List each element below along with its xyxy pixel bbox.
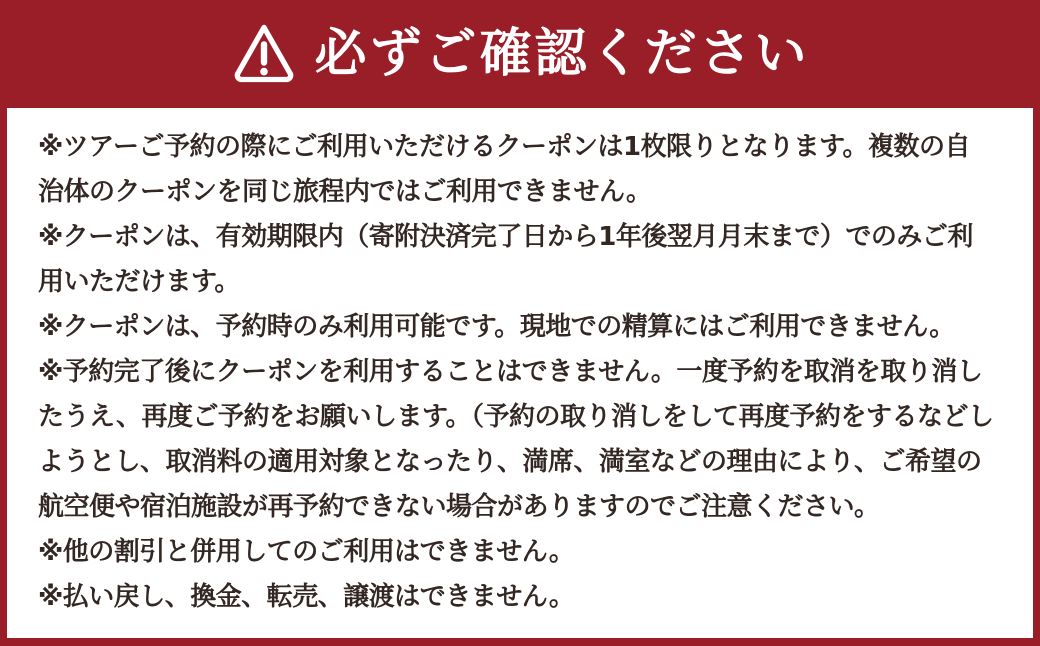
notice-line: ※払い戻し、換金、転売、譲渡はできません。 [38, 582, 575, 612]
notice-line: ※他の割引と併用してのご利用はできません。 [38, 537, 575, 567]
notice-line: ようとし、取消料の適用対象となったり、満席、満室などの理由により、ご希望の [38, 447, 982, 477]
warning-triangle-icon [230, 20, 298, 88]
notice-line: 用いただけます。 [38, 267, 240, 297]
notice-line: 治体のクーポンを同じ旅程内ではご利用できません。 [38, 177, 652, 207]
notice-body [7, 108, 1033, 638]
notice-line: ※ツアーご予約の際にご利用いただけるクーポンは1枚限りとなります。複数の自 [38, 132, 971, 162]
notice-header [0, 0, 1040, 108]
notice-line: 航空便や宿泊施設が再予約できない場合がありますのでご注意ください。 [38, 492, 880, 522]
notice-line: ※予約完了後にクーポンを利用することはできません。一度予約を取消を取り消し [38, 357, 983, 387]
notice-line: ※クーポンは、予約時のみ利用可能です。現地での精算にはご利用できません。 [38, 312, 955, 342]
notice-line: ※クーポンは、有効期限内（寄附決済完了日から1年後翌月月末まで）でのみご利 [38, 222, 973, 252]
notice-title: 必ずご確認ください [314, 24, 810, 84]
notice-line: たうえ、再度ご予約をお願いします。（予約の取り消しをして再度予約をするなどし [38, 402, 994, 432]
